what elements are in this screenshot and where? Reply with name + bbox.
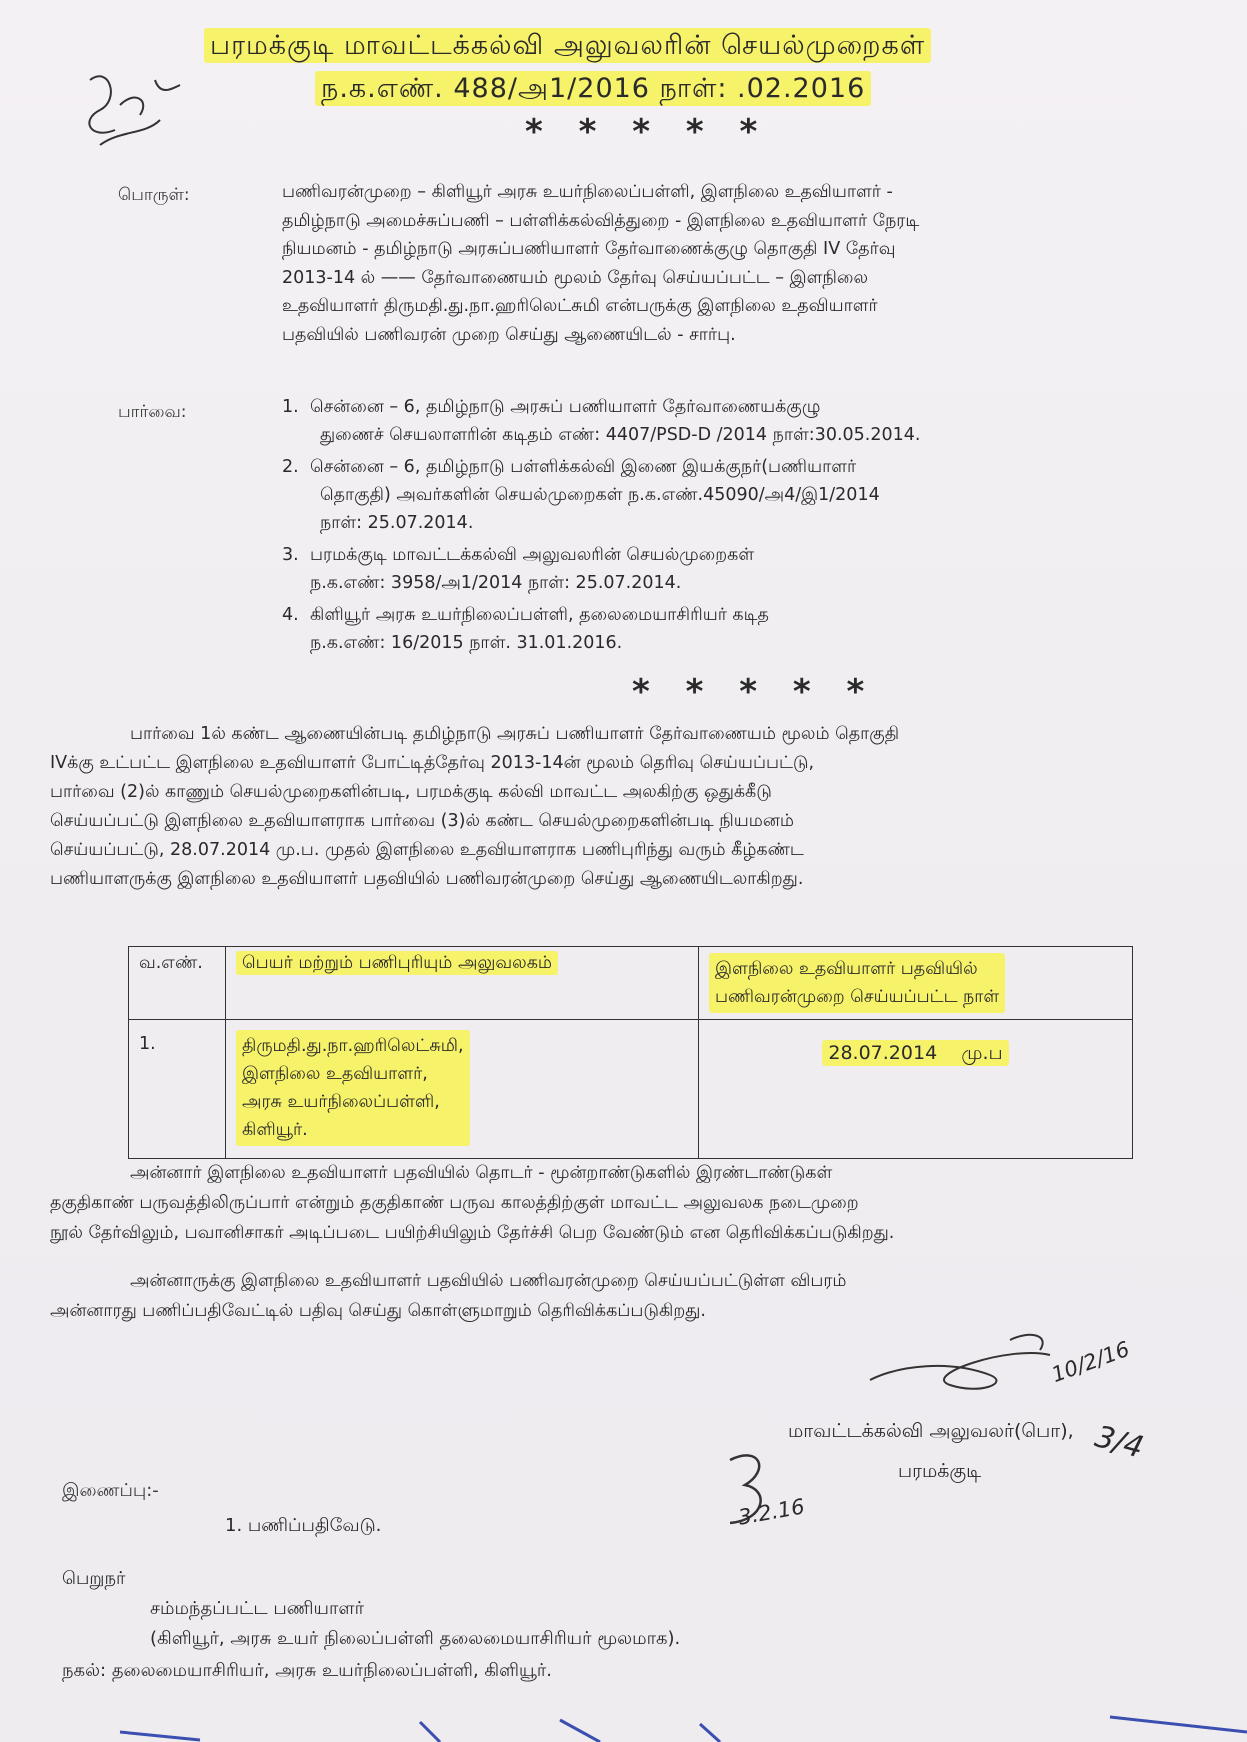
subject-line: பணிவரன்முறை – கிளியூர் அரசு உயர்நிலைப்பள்ளி, இளநிலை உதவியாளர் - [282, 182, 893, 202]
recipient-line1: சம்மந்தப்பட்ட பணியாளர் [150, 1598, 365, 1619]
copy-label: நகல்: [62, 1660, 107, 1681]
table-row [129, 1020, 1133, 1159]
recipient-label: பெறுநர் [62, 1568, 126, 1589]
handwritten-date-2: 3.2.16 [736, 1494, 807, 1530]
copy-text: தலைமையாசிரியர், அரசு உயர்நிலைப்பள்ளி, கிளியூர். [111, 1660, 553, 1681]
handwritten-date-signature: 10/2/16 [1048, 1336, 1133, 1388]
regularisation-table [128, 946, 1133, 1159]
table-cell-date: 28.07.2014 மு.ப [699, 1020, 1133, 1159]
subject-line: பதவியில் பணிவரன் முறை செய்து ஆணையிடல் - சார்பு. [282, 324, 736, 345]
bottom-edge-marks [0, 1712, 1247, 1742]
signatory-designation: மாவட்டக்கல்வி அலுவலர்(பொ), [788, 1420, 1074, 1442]
subject-line: நியமனம் - தமிழ்நாடு அரசுப்பணியாளர் தேர்வாணைக்குழு தொகுதி IV தேர்வு [282, 239, 896, 259]
table-header-serial: வ.எண். [129, 947, 226, 1020]
signatory-place: பரமக்குடி [898, 1460, 982, 1482]
header-ref-text: ந.க.எண். 488/அ1/2016 நாள்: .02.2016 [315, 71, 871, 106]
subject-body [282, 178, 1194, 349]
subject-label: பொருள்: [118, 185, 190, 205]
header-title-text: பரமக்குடி மாவட்டக்கல்வி அலுவலரின் செயல்முறைகள் [204, 28, 931, 63]
subject-line: உதவியாளர் திருமதி.து.நா.ஹரிலெட்சுமி என்பருக்கு இளநிலை உதவியாளர் [282, 296, 878, 316]
header-stars: * * * * * [525, 112, 770, 152]
header-title [204, 30, 931, 65]
table-cell-serial: 1. [129, 1020, 226, 1159]
copy-line [62, 1660, 552, 1683]
handwritten-mark: 3/4 [1091, 1419, 1147, 1466]
references-list [282, 393, 1182, 657]
recipient-line2: (கிளியூர், அரசு உயர் நிலைப்பள்ளி தலைமையாசிரியர் மூலமாக). [150, 1628, 681, 1649]
main-paragraph: பார்வை 1ல் கண்ட ஆணையின்படி தமிழ்நாடு அரசுப் பணியாளர் தேர்வாணையம் மூலம் தொகுதி IVக்கு உட்பட்ட இளநிலை உதவியாளர் போட்டித்தேர்வு 2013-14ன் மூலம் தெரிவு செய்யப்பட்டு, பார்வை (2)ல் காணும் செயல்முறைகளின்படி, பரமக்குடி கல்வி மாவட்ட அலகிற்கு ஒதுக்கீடு செய்யப்பட்டு இளநிலை உதவியாளராக பார்வை (3)ல் கண்ட செயல்முறைகளின்படி நியமனம் செய்யப்பட்டு, 28.07.2014 மு.ப. முதல் இளநிலை உதவியாளராக பணிபுரிந்து வரும் கீழ்கண்ட பணியாளருக்கு இளநிலை உதவியாளர் பதவியில் பணிவரன்முறை செய்து ஆணையிடலாகிறது. [50, 724, 900, 889]
table-header-row [129, 947, 1133, 1020]
header-ref-number [315, 73, 871, 108]
record-paragraph: அன்னாருக்கு இளநிலை உதவியாளர் பதவியில் பணிவரன்முறை செய்யப்பட்டுள்ள விபரம் அன்னாரது பணிப்பதிவேட்டில் பதிவு செய்து கொள்ளுமாறும் தெரிவிக்கப்படுகிறது. [50, 1271, 847, 1321]
table-cell-name: திருமதி.து.நா.ஹரிலெட்சுமி, இளநிலை உதவியாளர், அரசு உயர்நிலைப்பள்ளி, கிளியூர். [226, 1020, 699, 1159]
table-header-date: இளநிலை உதவியாளர் பதவியில் பணிவரன்முறை செய்யப்பட்ட நாள் [699, 947, 1133, 1020]
probation-paragraph: அன்னார் இளநிலை உதவியாளர் பதவியில் தொடர் - மூன்றாண்டுகளில் இரண்டாண்டுகள் தகுதிகாண் பருவத்திலிருப்பார் என்றும் தகுதிகாண் பருவ காலத்திற்குள் மாவட்ட அலுவலக நடைமுறை நூல் தேர்விலும், பவானிசாகர் அடிப்படை பயிற்சியிலும் தேர்ச்சி பெற வேண்டும் என தெரிவிக்கப்படுகிறது. [50, 1163, 895, 1243]
subject-line: 2013-14 ல் —— தேர்வாணையம் மூலம் தேர்வு செய்யப்பட்ட – இளநிலை [282, 267, 868, 288]
subject-line: தமிழ்நாடு அமைச்சுப்பணி – பள்ளிக்கல்வித்துறை - இளநிலை உதவியாளர் நேரடி [282, 210, 920, 231]
divider-stars: * * * * * [632, 672, 877, 712]
reference-item-1: 1. சென்னை – 6, தமிழ்நாடு அரசுப் பணியாளர் தேர்வாணையக்குழு துணைச் செயலாளரின் கடிதம் எண்: 4407/PSD-D /2014 நாள்:30.05.2014. [282, 397, 921, 445]
table-header-name: பெயர் மற்றும் பணிபுரியும் அலுவலகம் [226, 947, 699, 1020]
reference-item-4: 4. கிளியூர் அரசு உயர்நிலைப்பள்ளி, தலைமையாசிரியர் கடித ந.க.எண்: 16/2015 நாள். 31.01.2016. [282, 605, 769, 653]
reference-item-3: 3. பரமக்குடி மாவட்டக்கல்வி அலுவலரின் செயல்முறைகள் ந.க.எண்: 3958/அ1/2014 நாள்: 25.07.2014. [282, 545, 755, 593]
reference-item-2: 2. சென்னை – 6, தமிழ்நாடு பள்ளிக்கல்வி இணை இயக்குநர்(பணியாளர் தொகுதி) அவர்களின் செயல்முறைகள் ந.க.எண்.45090/அ4/இ1/2014 நாள்: 25.07.2014. [282, 457, 880, 533]
handwritten-initial-mark [60, 60, 190, 155]
enclosure-item: 1. பணிப்பதிவேடு. [225, 1515, 382, 1536]
enclosure-label: இணைப்பு:- [62, 1480, 159, 1501]
references-label: பார்வை: [118, 402, 187, 422]
